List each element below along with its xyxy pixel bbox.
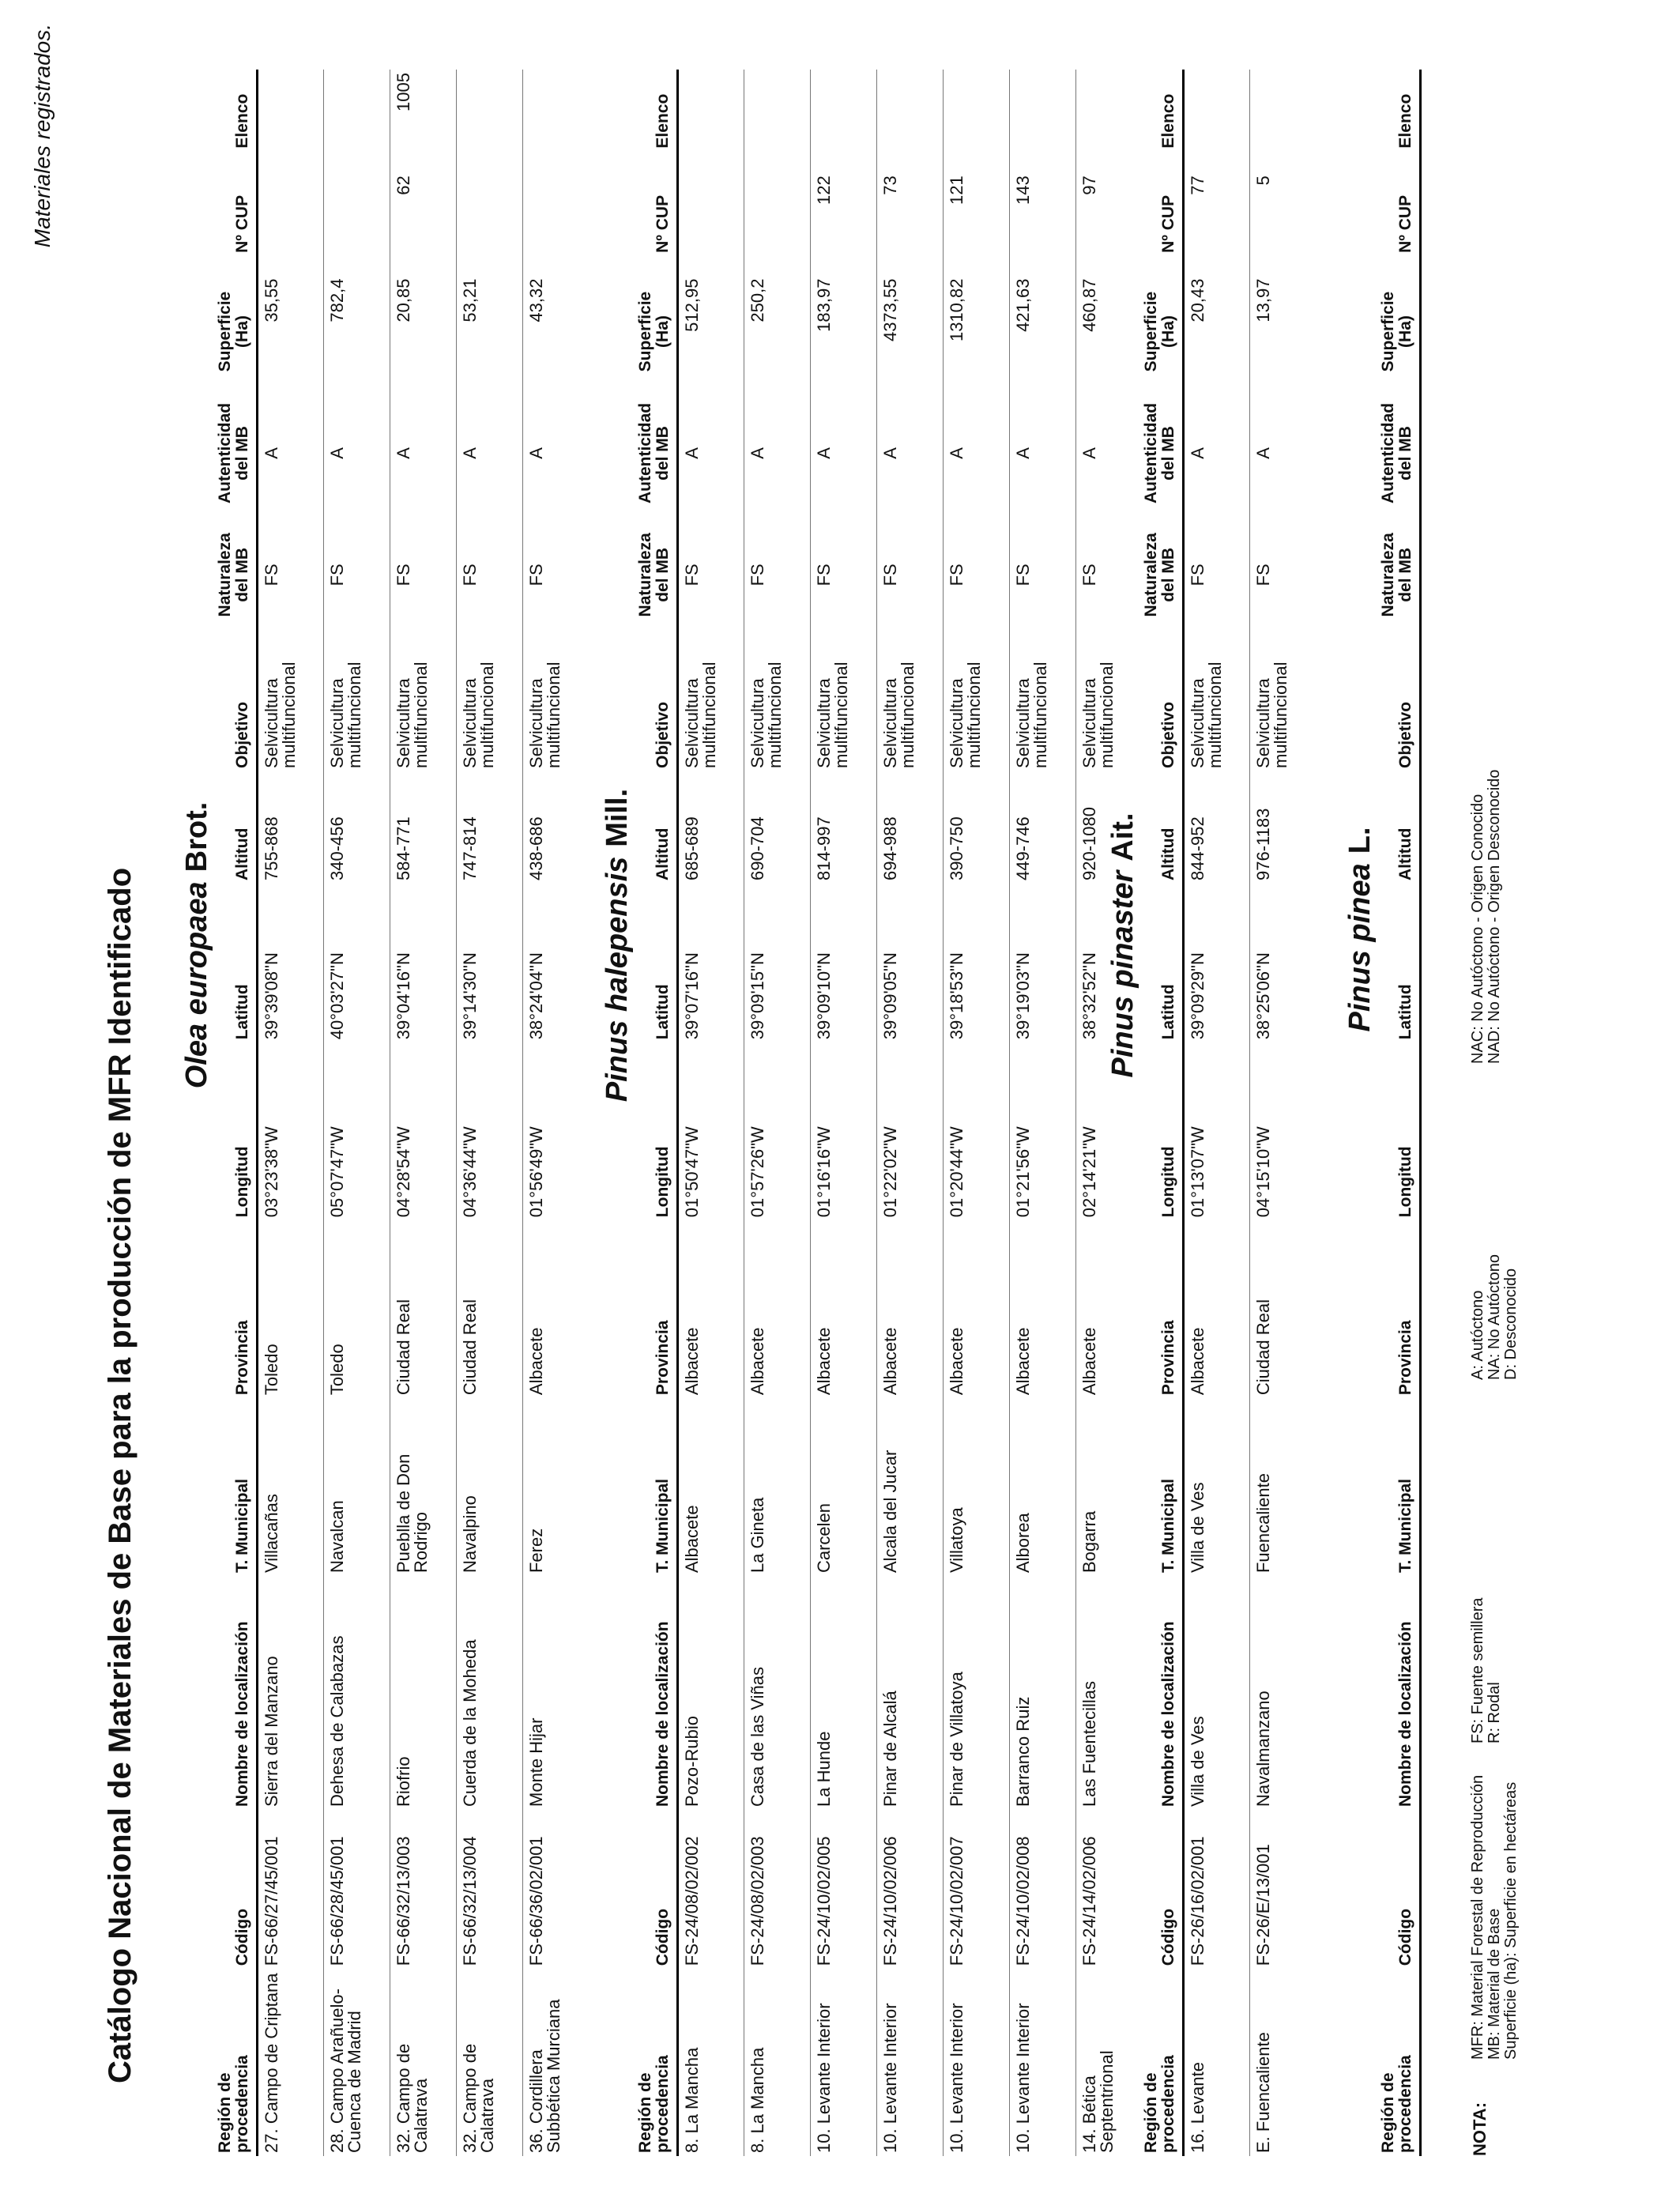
cell-superficie: 1310,82	[944, 276, 1010, 388]
cell-naturaleza: FS	[1253, 564, 1274, 586]
cell-latitud: 40°03'27"N	[324, 884, 390, 1042]
column-header-longitud: Longitud	[1159, 1146, 1178, 1218]
species-name: Pinus pinaster	[1106, 870, 1139, 1078]
column-header-elenco: Elenco	[1396, 93, 1415, 149]
cell-altitud: 584-771	[390, 771, 457, 884]
cell-codigo: FS-24/08/02/003	[744, 1810, 811, 1969]
cell-region: E. Fuencaliente	[1253, 2032, 1274, 2153]
column-header-provincia: Provincia	[1396, 1320, 1415, 1396]
cell-tmunicipal: Villacañas	[258, 1398, 324, 1576]
cell-codigo: FS-24/10/02/006	[877, 1810, 944, 1969]
column-header-latitud: Latitud	[1396, 984, 1415, 1040]
cell-naturaleza: FS	[526, 564, 547, 586]
column-header-longitud: Longitud	[1396, 1146, 1415, 1218]
table-row	[324, 70, 390, 2156]
cell-ncup: 62	[390, 172, 457, 275]
cell-latitud: 38°24'04"N	[526, 952, 547, 1040]
column-header-tmunicipal: T. Municipal	[654, 1479, 672, 1574]
column-header-nombre: Nombre de localización	[1159, 1621, 1178, 1807]
notes-non-native: NAC: No Autóctono - Origen Conocido NAD: No Autóctono - Origen Desconocido	[1469, 769, 1503, 1064]
cell-region: 10. Levante Interior	[877, 1969, 944, 2156]
column-header-ncup: Nº CUP	[654, 194, 672, 253]
cell-naturaleza: FS	[258, 518, 324, 631]
column-header-codigo: Código	[1396, 1908, 1415, 1966]
cell-nombre: Cuerda de la Moheda	[457, 1576, 523, 1810]
page-title: Catálogo Nacional de Materiales de Base para la producción de MFR Identificado	[103, 867, 137, 2083]
cell-longitud: 02°14'21"W	[1079, 1126, 1100, 1218]
column-header-region: Región de procedencia	[1379, 2055, 1415, 2153]
cell-superficie: 782,4	[324, 276, 390, 388]
cell-naturaleza: FS	[1079, 564, 1100, 586]
cell-naturaleza: FS	[744, 518, 811, 631]
cell-ncup	[523, 172, 590, 275]
cell-naturaleza: FS	[678, 518, 744, 631]
cell-superficie: 250,2	[744, 276, 811, 388]
cell-provincia: Albacete	[744, 1220, 811, 1398]
table-header-row	[1143, 70, 1184, 2156]
species-author: Mill.	[601, 788, 634, 847]
cell-region: 8. La Mancha	[744, 1969, 811, 2156]
cell-naturaleza: FS	[324, 518, 390, 631]
cell-objetivo: Selvicultura multifuncional	[457, 631, 523, 771]
cell-superficie: 53,21	[457, 276, 523, 388]
column-header-objetivo: Objetivo	[654, 701, 672, 768]
table-row	[678, 70, 744, 2156]
column-header-altitud: Altitud	[233, 827, 252, 881]
cell-latitud: 39°09'05"N	[877, 884, 944, 1042]
column-header-codigo: Código	[1159, 1908, 1178, 1966]
cell-ncup	[457, 172, 523, 275]
species-name: Olea europaea	[180, 881, 213, 1089]
cell-altitud: 690-704	[744, 771, 811, 884]
column-header-naturaleza: Naturaleza del MB	[216, 533, 252, 617]
cell-elenco	[944, 70, 1010, 172]
cell-superficie: 20,43	[1184, 276, 1250, 388]
species-table	[1143, 70, 1317, 2156]
column-header-elenco: Elenco	[1159, 93, 1178, 149]
cell-longitud: 01°21'56"W	[1010, 1042, 1076, 1220]
column-header-elenco: Elenco	[654, 93, 672, 149]
cell-provincia: Ciudad Real	[1253, 1299, 1274, 1396]
cell-ncup: 97	[1079, 175, 1100, 195]
species-heading	[1106, 812, 1140, 1077]
cell-codigo: FS-24/10/02/007	[944, 1810, 1010, 1969]
cell-elenco	[877, 70, 944, 172]
cell-naturaleza: FS	[457, 518, 523, 631]
column-header-region: Región de procedencia	[636, 2055, 672, 2153]
cell-superficie: 4373,55	[877, 276, 944, 388]
cell-nombre: Barranco Ruiz	[1010, 1576, 1076, 1810]
cell-codigo: FS-24/10/02/005	[811, 1810, 877, 1969]
cell-elenco: 1005	[390, 70, 457, 172]
column-header-altitud: Altitud	[654, 827, 672, 881]
cell-latitud: 39°09'29"N	[1184, 884, 1250, 1042]
cell-region: 10. Levante Interior	[944, 1969, 1010, 2156]
cell-tmunicipal: Alcala del Jucar	[877, 1398, 944, 1576]
cell-elenco	[678, 70, 744, 172]
cell-ncup	[678, 172, 744, 275]
cell-nombre: Pozo-Rubio	[678, 1576, 744, 1810]
table-row	[1010, 70, 1076, 2156]
cell-provincia: Albacete	[1079, 1327, 1100, 1396]
column-header-naturaleza: Naturaleza del MB	[1379, 533, 1415, 617]
cell-region: 28. Campo Arañuelo-Cuenca de Madrid	[324, 1969, 390, 2156]
notes-mb-nature: FS: Fuente semillera R: Rodal	[1469, 1597, 1503, 1744]
species-author: Ait.	[1106, 812, 1139, 861]
column-header-nombre: Nombre de localización	[654, 1621, 672, 1807]
cell-ncup	[258, 172, 324, 275]
column-header-ncup: Nº CUP	[1159, 194, 1178, 253]
cell-autenticidad: A	[877, 388, 944, 519]
cell-nombre: Las Fuentecillas	[1079, 1681, 1100, 1807]
cell-region: 10. Levante Interior	[811, 1969, 877, 2156]
cell-provincia: Toledo	[258, 1220, 324, 1398]
cell-ncup: 77	[1184, 172, 1250, 275]
cell-altitud: 844-952	[1184, 771, 1250, 884]
column-header-provincia: Provincia	[233, 1320, 252, 1396]
cell-elenco	[1010, 70, 1076, 172]
column-header-autenticidad: Autenticidad del MB	[1379, 402, 1415, 504]
column-header-nombre: Nombre de localización	[1396, 1621, 1415, 1807]
table-row	[811, 70, 877, 2156]
table-row	[1076, 70, 1143, 2156]
table-row	[258, 70, 324, 2156]
cell-latitud: 39°07'16"N	[678, 884, 744, 1042]
cell-naturaleza: FS	[877, 518, 944, 631]
cell-ncup: 121	[944, 172, 1010, 275]
cell-objetivo: Selvicultura multifuncional	[258, 631, 324, 771]
cell-objetivo: Selvicultura multifuncional	[1253, 662, 1291, 768]
cell-ncup	[744, 172, 811, 275]
cell-codigo: FS-66/28/45/001	[324, 1810, 390, 1969]
cell-codigo: FS-26/16/02/001	[1184, 1810, 1250, 1969]
species-heading	[180, 802, 214, 1089]
cell-provincia: Albacete	[811, 1220, 877, 1398]
cell-longitud: 01°20'44"W	[944, 1042, 1010, 1220]
cell-altitud: 976-1183	[1253, 808, 1274, 881]
cell-codigo: FS-24/08/02/002	[678, 1810, 744, 1969]
cell-nombre: Pinar de Villatoya	[944, 1576, 1010, 1810]
cell-latitud: 39°09'15"N	[744, 884, 811, 1042]
table-row	[1184, 70, 1250, 2156]
column-header-nombre: Nombre de localización	[233, 1621, 252, 1807]
cell-naturaleza: FS	[390, 518, 457, 631]
cell-provincia: Albacete	[526, 1327, 547, 1396]
cell-autenticidad: A	[526, 447, 547, 459]
table-row	[523, 70, 590, 2156]
table-row	[457, 70, 523, 2156]
species-table	[1380, 70, 1422, 2156]
cell-ncup: 122	[811, 172, 877, 275]
cell-region: 14. Bética Septentrional	[1079, 2050, 1117, 2153]
cell-longitud: 01°13'07"W	[1184, 1042, 1250, 1220]
cell-tmunicipal: Pueblla de Don Rodrigo	[390, 1398, 457, 1576]
cell-latitud: 39°09'10"N	[811, 884, 877, 1042]
cell-elenco	[1184, 70, 1250, 172]
cell-nombre: Villa de Ves	[1184, 1576, 1250, 1810]
cell-provincia: Ciudad Real	[390, 1220, 457, 1398]
cell-nombre: Casa de las Viñas	[744, 1576, 811, 1810]
column-header-provincia: Provincia	[654, 1320, 672, 1396]
cell-elenco	[811, 70, 877, 172]
cell-autenticidad: A	[944, 388, 1010, 519]
cell-latitud: 39°14'30"N	[457, 884, 523, 1042]
cell-superficie: 460,87	[1079, 278, 1100, 332]
notes-label: NOTA:	[1470, 2102, 1490, 2156]
column-header-altitud: Altitud	[1159, 827, 1178, 881]
cell-naturaleza: FS	[1184, 518, 1250, 631]
cell-autenticidad: A	[1010, 388, 1076, 519]
column-header-longitud: Longitud	[233, 1146, 252, 1218]
species-author: L.	[1343, 827, 1377, 854]
cell-objetivo: Selvicultura multifuncional	[678, 631, 744, 771]
cell-nombre: Sierra del Manzano	[258, 1576, 324, 1810]
cell-ncup: 73	[877, 172, 944, 275]
cell-tmunicipal: Carcelen	[811, 1398, 877, 1576]
cell-provincia: Albacete	[944, 1220, 1010, 1398]
cell-provincia: Toledo	[324, 1220, 390, 1398]
cell-latitud: 39°39'08"N	[258, 884, 324, 1042]
cell-codigo: FS-24/10/02/008	[1010, 1810, 1076, 1969]
cell-superficie: 512,95	[678, 276, 744, 388]
cell-altitud: 747-814	[457, 771, 523, 884]
cell-tmunicipal: Albacete	[678, 1398, 744, 1576]
cell-codigo: FS-66/27/45/001	[258, 1810, 324, 1969]
cell-nombre: Navalmanzano	[1253, 1691, 1274, 1807]
cell-elenco	[258, 70, 324, 172]
table-header-row	[1380, 70, 1421, 2156]
cell-latitud: 39°19'03"N	[1010, 884, 1076, 1042]
cell-provincia: Albacete	[1010, 1220, 1076, 1398]
column-header-autenticidad: Autenticidad del MB	[216, 402, 252, 504]
table-header-row	[217, 70, 258, 2156]
cell-autenticidad: A	[1253, 447, 1274, 459]
cell-region: 16. Levante	[1184, 1969, 1250, 2156]
cell-tmunicipal: Villatoya	[944, 1398, 1010, 1576]
cell-provincia: Albacete	[877, 1220, 944, 1398]
cell-longitud: 05°07'47"W	[324, 1042, 390, 1220]
column-header-codigo: Código	[654, 1908, 672, 1966]
column-header-autenticidad: Autenticidad del MB	[1142, 402, 1178, 504]
cell-ncup: 5	[1253, 175, 1274, 186]
column-header-superficie: Superficie (Ha)	[1142, 291, 1178, 372]
cell-altitud: 438-686	[526, 816, 547, 881]
cell-altitud: 685-689	[678, 771, 744, 884]
column-header-provincia: Provincia	[1159, 1320, 1178, 1396]
column-header-region: Región de procedencia	[1142, 2055, 1178, 2153]
cell-superficie: 20,85	[390, 276, 457, 388]
table-row	[1250, 70, 1317, 2156]
cell-codigo: FS-66/32/13/003	[390, 1810, 457, 1969]
cell-ncup: 143	[1010, 172, 1076, 275]
cell-latitud: 38°25'06"N	[1253, 952, 1274, 1040]
cell-provincia: Ciudad Real	[457, 1220, 523, 1398]
cell-tmunicipal: Fuencaliente	[1253, 1473, 1274, 1574]
cell-latitud: 38°32'52"N	[1079, 952, 1100, 1040]
cell-tmunicipal: Navalpino	[457, 1398, 523, 1576]
cell-latitud: 39°04'16"N	[390, 884, 457, 1042]
species-heading	[1343, 827, 1377, 1031]
cell-altitud: 340-456	[324, 771, 390, 884]
page-subtitle: Materiales registrados.	[30, 24, 55, 248]
notes-authenticity: A: Autóctono NA: No Autóctono D: Desconocido	[1469, 1254, 1520, 1380]
column-header-tmunicipal: T. Municipal	[233, 1479, 252, 1574]
cell-provincia: Albacete	[678, 1220, 744, 1398]
column-header-ncup: Nº CUP	[233, 194, 252, 253]
column-header-superficie: Superficie (Ha)	[636, 291, 672, 372]
cell-objetivo: Selvicultura multifuncional	[390, 631, 457, 771]
cell-longitud: 01°56'49"W	[526, 1126, 547, 1218]
cell-naturaleza: FS	[811, 518, 877, 631]
cell-elenco	[1250, 70, 1317, 172]
cell-nombre: Dehesa de Calabazas	[324, 1576, 390, 1810]
cell-altitud: 814-997	[811, 771, 877, 884]
column-header-tmunicipal: T. Municipal	[1159, 1479, 1178, 1574]
cell-elenco	[1076, 70, 1143, 172]
cell-superficie: 43,32	[526, 278, 547, 322]
species-table	[637, 70, 1143, 2156]
cell-region: 36. Cordillera Subbética Murciana	[526, 1999, 564, 2153]
cell-altitud: 755-868	[258, 771, 324, 884]
cell-objetivo: Selvicultura multifuncional	[526, 662, 564, 768]
column-header-tmunicipal: T. Municipal	[1396, 1479, 1415, 1574]
species-table	[217, 70, 590, 2156]
cell-ncup	[324, 172, 390, 275]
cell-tmunicipal: Alborea	[1010, 1398, 1076, 1576]
cell-codigo: FS-24/14/02/006	[1079, 1836, 1100, 1966]
cell-nombre: Pinar de Alcalá	[877, 1576, 944, 1810]
cell-longitud: 01°22'02"W	[877, 1042, 944, 1220]
cell-autenticidad: A	[1184, 388, 1250, 519]
cell-tmunicipal: Ferez	[526, 1528, 547, 1574]
column-header-objetivo: Objetivo	[233, 701, 252, 768]
cell-autenticidad: A	[744, 388, 811, 519]
cell-altitud: 449-746	[1010, 771, 1076, 884]
cell-longitud: 03°23'38"W	[258, 1042, 324, 1220]
species-name: Pinus pinea	[1343, 863, 1377, 1032]
column-header-longitud: Longitud	[654, 1146, 672, 1218]
table-row	[390, 70, 457, 2156]
cell-superficie: 421,63	[1010, 276, 1076, 388]
cell-tmunicipal: Villa de Ves	[1184, 1398, 1250, 1576]
cell-tmunicipal: La Gineta	[744, 1398, 811, 1576]
cell-objetivo: Selvicultura multifuncional	[877, 631, 944, 771]
column-header-codigo: Código	[233, 1908, 252, 1966]
column-header-latitud: Latitud	[1159, 984, 1178, 1040]
column-header-elenco: Elenco	[233, 93, 252, 149]
cell-autenticidad: A	[811, 388, 877, 519]
column-header-naturaleza: Naturaleza del MB	[636, 533, 672, 617]
table-row	[944, 70, 1010, 2156]
cell-objetivo: Selvicultura multifuncional	[1184, 631, 1250, 771]
cell-autenticidad: A	[324, 388, 390, 519]
cell-region: 10. Levante Interior	[1010, 1969, 1076, 2156]
cell-elenco	[324, 70, 390, 172]
cell-superficie: 35,55	[258, 276, 324, 388]
cell-nombre: Monte Hijar	[526, 1717, 547, 1807]
notes-abbreviations: MFR: Material Forestal de Reproducción MB: Material de Base Superficie (ha): Superficie en hectáreas	[1469, 1774, 1520, 2060]
cell-superficie: 13,97	[1253, 278, 1274, 322]
cell-nombre: La Hunde	[811, 1576, 877, 1810]
cell-naturaleza: FS	[944, 518, 1010, 631]
cell-autenticidad: A	[390, 388, 457, 519]
cell-region: 27. Campo de Criptana	[258, 1969, 324, 2156]
column-header-autenticidad: Autenticidad del MB	[636, 402, 672, 504]
column-header-latitud: Latitud	[233, 984, 252, 1040]
cell-objetivo: Selvicultura multifuncional	[324, 631, 390, 771]
cell-longitud: 04°28'54"W	[390, 1042, 457, 1220]
cell-autenticidad: A	[258, 388, 324, 519]
cell-autenticidad: A	[1079, 447, 1100, 459]
table-header-row	[637, 70, 678, 2156]
cell-altitud: 694-988	[877, 771, 944, 884]
cell-provincia: Albacete	[1184, 1220, 1250, 1398]
column-header-superficie: Superficie (Ha)	[1379, 291, 1415, 372]
cell-tmunicipal: Bogarra	[1079, 1510, 1100, 1574]
cell-objetivo: Selvicultura multifuncional	[944, 631, 1010, 771]
cell-objetivo: Selvicultura multifuncional	[744, 631, 811, 771]
cell-objetivo: Selvicultura multifuncional	[811, 631, 877, 771]
species-heading	[601, 789, 635, 1102]
cell-nombre: Riofrio	[390, 1576, 457, 1810]
cell-elenco	[457, 70, 523, 172]
cell-longitud: 04°36'44"W	[457, 1042, 523, 1220]
column-header-naturaleza: Naturaleza del MB	[1142, 533, 1178, 617]
cell-tmunicipal: Navalcan	[324, 1398, 390, 1576]
species-author: Brot.	[180, 801, 213, 873]
cell-naturaleza: FS	[1010, 518, 1076, 631]
column-header-objetivo: Objetivo	[1159, 701, 1178, 768]
cell-codigo: FS-66/32/13/004	[457, 1810, 523, 1969]
table-row	[877, 70, 944, 2156]
cell-autenticidad: A	[457, 388, 523, 519]
column-header-superficie: Superficie (Ha)	[216, 291, 252, 372]
table-row	[744, 70, 811, 2156]
cell-altitud: 390-750	[944, 771, 1010, 884]
cell-region: 32. Campo de Calatrava	[390, 1969, 457, 2156]
species-name: Pinus halepensis	[601, 856, 634, 1103]
cell-objetivo: Selvicultura multifuncional	[1079, 662, 1117, 768]
column-header-latitud: Latitud	[654, 984, 672, 1040]
column-header-objetivo: Objetivo	[1396, 701, 1415, 768]
column-header-altitud: Altitud	[1396, 827, 1415, 881]
cell-longitud: 04°15'10"W	[1253, 1126, 1274, 1218]
cell-elenco	[523, 70, 590, 172]
cell-longitud: 01°50'47"W	[678, 1042, 744, 1220]
cell-region: 32. Campo de Calatrava	[457, 1969, 523, 2156]
cell-altitud: 920-1080	[1079, 807, 1100, 881]
cell-region: 8. La Mancha	[678, 1969, 744, 2156]
cell-superficie: 183,97	[811, 276, 877, 388]
cell-longitud: 01°57'26"W	[744, 1042, 811, 1220]
cell-codigo: FS-66/36/02/001	[526, 1836, 547, 1966]
column-header-ncup: Nº CUP	[1396, 194, 1415, 253]
cell-latitud: 39°18'53"N	[944, 884, 1010, 1042]
cell-elenco	[744, 70, 811, 172]
column-header-region: Región de procedencia	[216, 2055, 252, 2153]
cell-autenticidad: A	[678, 388, 744, 519]
cell-objetivo: Selvicultura multifuncional	[1010, 631, 1076, 771]
cell-codigo: FS-26/E/13/001	[1253, 1844, 1274, 1966]
cell-longitud: 01°16'16"W	[811, 1042, 877, 1220]
